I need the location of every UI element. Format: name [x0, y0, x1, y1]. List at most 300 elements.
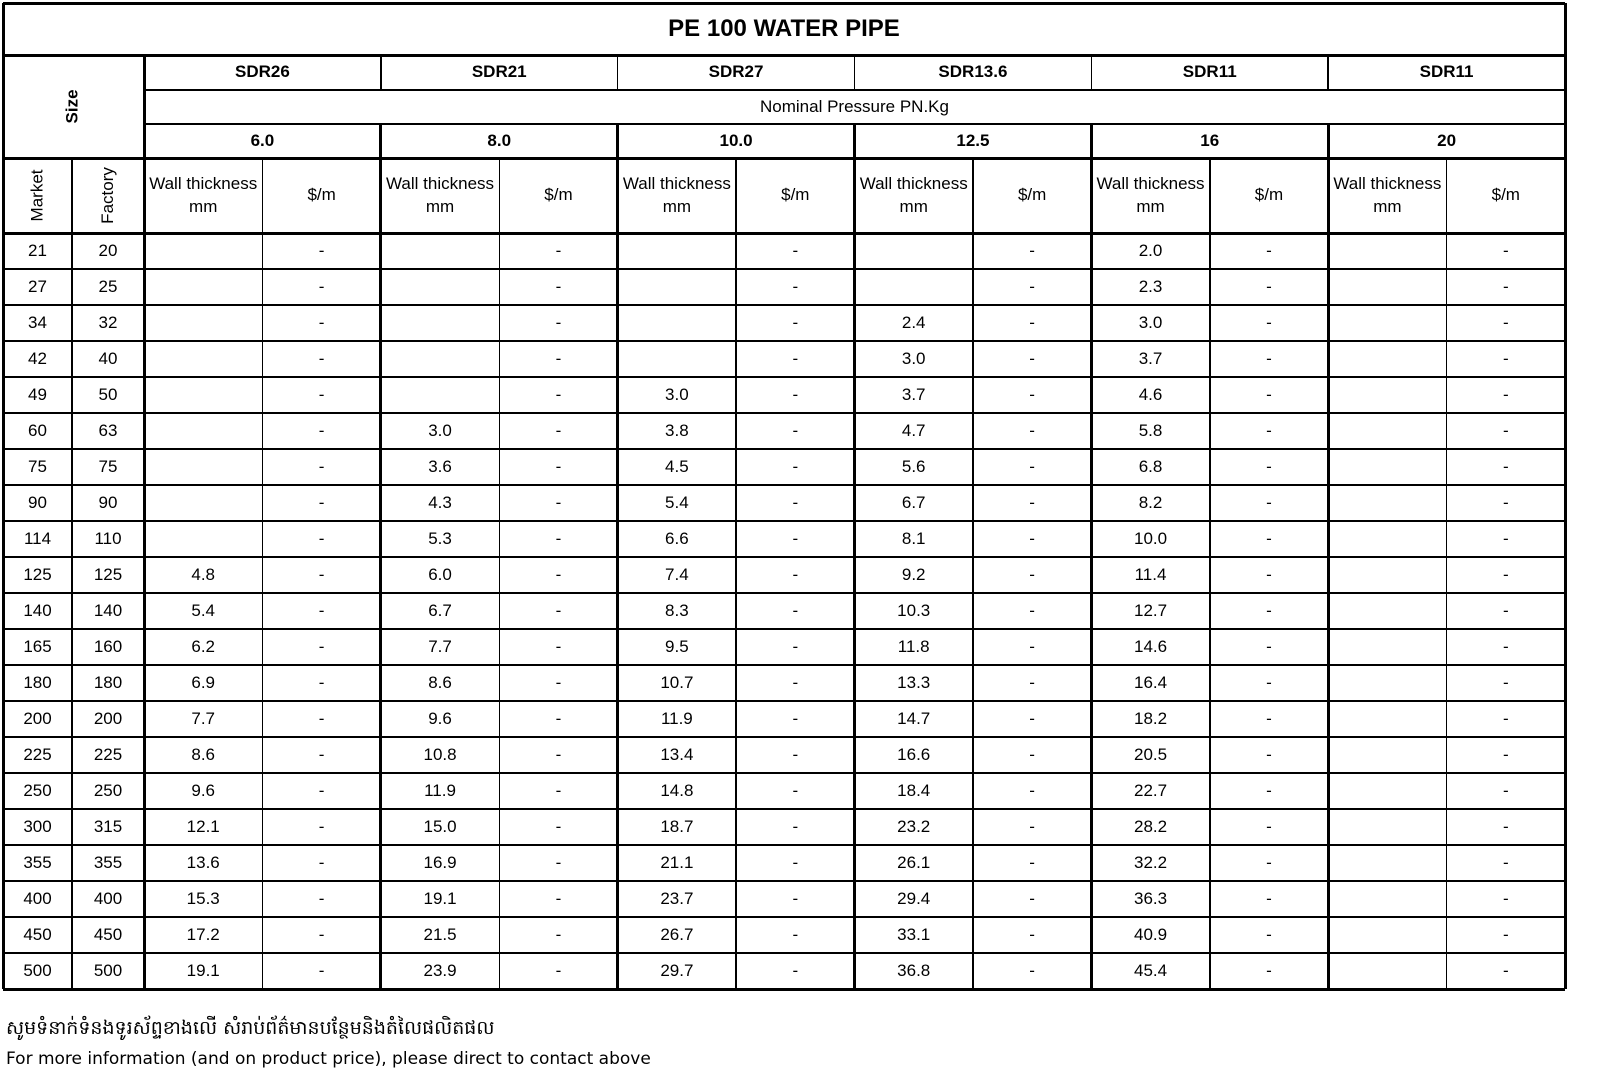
grid-line [1327, 124, 1330, 989]
market-size-cell: 300 [23, 816, 52, 836]
wall-thickness-cell [1328, 377, 1446, 413]
price-cell: - [792, 276, 799, 296]
wall-thickness-cell [618, 305, 736, 341]
price-cell: - [555, 888, 562, 908]
price-cell: - [792, 492, 799, 512]
wall-thickness-cell: 6.2 [191, 636, 216, 656]
wall-thickness-cell: 14.6 [1133, 636, 1168, 656]
factory-size-cell: 160 [93, 636, 123, 656]
wall-thickness-cell: 21.5 [423, 924, 457, 944]
price-cell: - [555, 564, 562, 584]
price-cell: - [555, 492, 562, 512]
wall-thickness-cell: 5.8 [1138, 420, 1163, 440]
wall-thickness-cell: 14.8 [660, 780, 694, 800]
wall-thickness-cell: 11.9 [660, 708, 693, 728]
price-cell: - [1029, 564, 1035, 584]
price-cell: - [1029, 384, 1035, 404]
price-cell: - [792, 348, 799, 368]
price-cell: - [555, 780, 562, 800]
wall-thickness-cell [618, 341, 736, 377]
grid-line [71, 158, 73, 989]
wall-thickness-cell [144, 521, 262, 557]
wall-thickness-cell: 5.4 [665, 492, 689, 512]
price-cell: - [555, 636, 562, 656]
market-size-cell: 125 [23, 564, 52, 584]
wall-thickness-cell: 11.4 [1134, 564, 1167, 584]
factory-size-cell: 200 [93, 708, 123, 728]
price-cell: - [1266, 348, 1272, 368]
wall-thickness-cell: 5.3 [428, 528, 452, 548]
wall-thickness-cell: 18.4 [897, 780, 931, 800]
factory-size-cell: 110 [94, 528, 122, 548]
price-cell: - [1502, 348, 1509, 368]
price-cell: - [1266, 312, 1272, 332]
wall-thickness-cell: 28.2 [1133, 816, 1168, 836]
wall-thickness-cell: 10.0 [1133, 528, 1168, 548]
price-cell: - [318, 780, 325, 800]
price-cell: - [1029, 672, 1035, 692]
wall-thickness-cell: 15.0 [423, 816, 457, 836]
wall-thickness-cell [144, 233, 262, 269]
grid-line [854, 55, 856, 90]
grid-line [3, 232, 1565, 235]
grid-line [616, 124, 619, 989]
market-size-cell: 250 [23, 780, 52, 800]
wall-thickness-cell: 6.0 [428, 564, 452, 584]
grid-line [3, 628, 1565, 630]
wall-thickness-cell: 36.8 [897, 960, 931, 980]
price-cell: - [1502, 816, 1509, 836]
wall-thickness-cell [1328, 485, 1446, 521]
wall-thickness-cell [855, 269, 973, 305]
grid-line [3, 808, 1565, 810]
price-cell: - [1266, 672, 1272, 692]
price-cell: - [555, 600, 562, 620]
price-cell: - [1502, 528, 1509, 548]
grid-line [972, 158, 974, 989]
price-cell: - [318, 708, 325, 728]
price-cell: - [1266, 528, 1272, 548]
wall-thickness-cell [1328, 305, 1446, 341]
price-cell: - [555, 384, 562, 404]
wall-thickness-cell: 7.4 [665, 564, 689, 584]
market-size-cell: 165 [23, 636, 52, 656]
wall-thickness-cell: 8.2 [1138, 492, 1163, 512]
price-cell: - [318, 456, 325, 476]
price-cell: - [318, 744, 325, 764]
sdr-header: SDR11 [1419, 62, 1474, 82]
grid-line [3, 340, 1565, 342]
wall-thickness-cell [1328, 413, 1446, 449]
price-cell: - [1029, 780, 1035, 800]
price-cell: - [1266, 456, 1272, 476]
market-size-cell: 400 [23, 888, 52, 908]
price-cell: - [1502, 492, 1509, 512]
price-cell: - [1266, 492, 1272, 512]
market-size-cell: 450 [23, 924, 52, 944]
wall-thickness-cell [144, 485, 262, 521]
wall-thickness-header [381, 158, 499, 233]
price-cell: - [1502, 420, 1509, 440]
factory-size-cell: 50 [98, 384, 118, 404]
wall-thickness-cell: 11.8 [897, 636, 930, 656]
price-cell: - [1266, 240, 1272, 260]
factory-size-cell: 225 [93, 744, 123, 764]
wall-thickness-label: Wall thickness [622, 173, 731, 193]
price-cell: - [1266, 420, 1272, 440]
wall-thickness-cell [1328, 953, 1446, 989]
grid-line [3, 916, 1565, 918]
wall-thickness-cell: 6.7 [428, 600, 452, 620]
price-cell: - [555, 708, 562, 728]
price-cell: - [1502, 852, 1509, 872]
wall-thickness-cell: 3.8 [665, 420, 689, 440]
price-cell: - [555, 528, 562, 548]
price-cell: - [1266, 600, 1272, 620]
grid-line [3, 376, 1565, 378]
grid-line [3, 484, 1565, 486]
price-cell: - [792, 924, 799, 944]
pn-header: 20 [1437, 130, 1457, 150]
wall-thickness-label: Wall thickness [1096, 173, 1205, 193]
wall-thickness-cell [1328, 593, 1446, 629]
wall-thickness-cell [144, 449, 262, 485]
grid-line [3, 448, 1565, 450]
wall-thickness-cell: 11.9 [424, 780, 456, 800]
price-cell: - [555, 240, 562, 260]
price-cell: - [1266, 636, 1272, 656]
wall-thickness-cell: 6.7 [901, 492, 926, 512]
wall-thickness-cell: 4.8 [191, 564, 216, 584]
price-cell: - [1266, 960, 1272, 980]
wall-thickness-cell: 4.3 [428, 492, 452, 512]
wall-thickness-cell [381, 269, 499, 305]
wall-thickness-cell: 3.0 [901, 348, 926, 368]
sdr-header: SDR26 [235, 62, 290, 82]
wall-thickness-cell [1328, 665, 1446, 701]
price-cell: - [318, 312, 325, 332]
factory-size-cell: 315 [93, 816, 123, 836]
wall-thickness-cell [381, 341, 499, 377]
price-cell: - [1502, 924, 1509, 944]
wall-thickness-unit: mm [1373, 196, 1402, 216]
factory-size-cell: 20 [98, 240, 118, 260]
price-cell: - [1029, 492, 1035, 512]
price-cell: - [555, 960, 562, 980]
price-cell: - [1266, 816, 1272, 836]
wall-thickness-cell [1328, 701, 1446, 737]
market-size-cell: 500 [23, 960, 52, 980]
wall-thickness-header [144, 158, 262, 233]
price-cell: - [1029, 924, 1035, 944]
price-cell: - [318, 564, 325, 584]
wall-thickness-cell: 5.6 [901, 456, 926, 476]
wall-thickness-cell: 45.4 [1133, 960, 1168, 980]
price-cell: - [1502, 276, 1509, 296]
wall-thickness-cell: 13.3 [897, 672, 931, 692]
price-cell: - [318, 960, 325, 980]
price-cell: - [555, 924, 562, 944]
price-cell: - [1502, 240, 1509, 260]
price-cell: - [555, 312, 562, 332]
wall-thickness-cell: 4.5 [665, 456, 689, 476]
sdr-header: SDR21 [471, 62, 527, 82]
price-cell: - [1029, 312, 1035, 332]
price-cell: - [1502, 312, 1509, 332]
price-cell: - [555, 744, 562, 764]
grid-line [1091, 55, 1093, 90]
wall-thickness-cell [144, 269, 262, 305]
pn-header: 6.0 [250, 130, 275, 150]
grid-line [3, 772, 1565, 774]
factory-header-label: Factory [97, 167, 117, 224]
grid-line [143, 55, 146, 989]
price-cell: - [792, 960, 799, 980]
wall-thickness-cell: 13.6 [186, 852, 220, 872]
price-cell: - [1502, 780, 1509, 800]
wall-thickness-cell [1328, 521, 1446, 557]
size-header [3, 55, 144, 158]
wall-thickness-cell: 19.1 [186, 960, 220, 980]
price-cell: - [1266, 564, 1272, 584]
wall-thickness-cell [1328, 629, 1446, 665]
grid-line [2, 3, 5, 989]
wall-thickness-cell [1328, 845, 1446, 881]
market-size-cell: 34 [28, 312, 47, 332]
wall-thickness-cell: 19.1 [423, 888, 457, 908]
market-size-cell: 225 [23, 744, 52, 764]
grid-line [3, 157, 1565, 160]
market-size-cell: 49 [28, 384, 47, 404]
wall-thickness-cell: 26.7 [660, 924, 694, 944]
wall-thickness-unit: mm [662, 196, 692, 216]
price-cell: - [555, 456, 562, 476]
wall-thickness-cell: 9.6 [191, 780, 216, 800]
wall-thickness-header [618, 158, 736, 233]
price-cell: - [318, 348, 325, 368]
price-cell: - [792, 708, 799, 728]
sdr-header: SDR27 [708, 62, 764, 82]
price-cell: - [1502, 708, 1509, 728]
price-cell: - [792, 816, 799, 836]
wall-thickness-cell: 13.4 [660, 744, 694, 764]
wall-thickness-cell [144, 341, 262, 377]
wall-thickness-cell: 14.7 [897, 708, 931, 728]
price-cell: - [792, 600, 799, 620]
price-cell: - [1029, 816, 1035, 836]
grid-line [3, 700, 1565, 702]
wall-thickness-cell: 8.6 [191, 744, 216, 764]
wall-thickness-header [855, 158, 973, 233]
market-size-cell: 75 [28, 456, 47, 476]
wall-thickness-cell: 12.7 [1133, 600, 1168, 620]
wall-thickness-cell: 2.0 [1138, 240, 1163, 260]
price-cell: - [1029, 240, 1035, 260]
wall-thickness-cell: 22.7 [1133, 780, 1168, 800]
market-size-cell: 21 [28, 240, 47, 260]
wall-thickness-cell [1328, 773, 1446, 809]
wall-thickness-cell: 8.3 [665, 600, 689, 620]
pn-header: 10.0 [719, 130, 753, 150]
wall-thickness-unit: mm [899, 196, 928, 216]
wall-thickness-cell: 6.9 [191, 672, 216, 692]
price-cell: - [1029, 960, 1035, 980]
wall-thickness-cell: 16.9 [423, 852, 457, 872]
market-size-cell: 60 [28, 420, 47, 440]
wall-thickness-cell: 33.1 [897, 924, 931, 944]
price-cell: - [1266, 924, 1272, 944]
wall-thickness-header [1091, 158, 1209, 233]
wall-thickness-cell [1328, 449, 1446, 485]
factory-size-cell: 400 [93, 888, 123, 908]
price-cell: - [1502, 636, 1509, 656]
wall-thickness-cell: 4.7 [901, 420, 926, 440]
market-size-cell: 90 [28, 492, 47, 512]
grid-line [3, 880, 1565, 882]
footer-khmer-note: សូមទំនាក់ទំនងទូរស័ព្ទខាងលើ សំរាប់ព័ត៌មានបន្ថែមនិងតំលៃផលិតផល [6, 1017, 495, 1039]
grid-line [3, 844, 1565, 846]
wall-thickness-header [1328, 158, 1446, 233]
market-header-label: Market [27, 169, 47, 222]
wall-thickness-cell [618, 269, 736, 305]
price-cell: - [318, 240, 325, 260]
factory-size-cell: 500 [93, 960, 123, 980]
market-size-cell: 180 [23, 672, 52, 692]
market-size-cell: 114 [23, 528, 52, 548]
grid-line [3, 592, 1565, 594]
price-cell: - [318, 924, 325, 944]
grid-line [3, 304, 1565, 306]
grid-line [1564, 3, 1567, 989]
price-cell: - [555, 852, 562, 872]
wall-thickness-unit: mm [189, 196, 218, 216]
wall-thickness-cell [1328, 881, 1446, 917]
wall-thickness-cell: 7.7 [191, 708, 216, 728]
wall-thickness-cell [1328, 809, 1446, 845]
wall-thickness-cell [381, 305, 499, 341]
wall-thickness-cell: 4.6 [1138, 384, 1163, 404]
wall-thickness-cell: 15.3 [186, 888, 220, 908]
wall-thickness-cell [618, 233, 736, 269]
price-header: $/m [544, 185, 573, 205]
wall-thickness-cell: 3.0 [665, 384, 689, 404]
wall-thickness-cell: 8.6 [428, 672, 452, 692]
price-cell: - [1029, 276, 1035, 296]
wall-thickness-cell: 23.7 [660, 888, 694, 908]
wall-thickness-cell [1328, 557, 1446, 593]
wall-thickness-cell: 29.4 [897, 888, 931, 908]
grid-line [379, 124, 382, 989]
grid-line [3, 988, 1565, 991]
grid-line [3, 412, 1565, 414]
wall-thickness-cell [1328, 341, 1446, 377]
wall-thickness-cell [855, 233, 973, 269]
price-cell: - [1502, 960, 1509, 980]
price-cell: - [1502, 384, 1509, 404]
price-cell: - [792, 456, 799, 476]
wall-thickness-cell: 26.1 [897, 852, 931, 872]
price-cell: - [1029, 420, 1035, 440]
grid-line [617, 55, 619, 90]
wall-thickness-cell: 23.2 [897, 816, 931, 836]
grid-line [1090, 124, 1093, 989]
market-size-cell: 27 [28, 276, 47, 296]
wall-thickness-cell: 3.0 [428, 420, 452, 440]
grid-line [3, 54, 1565, 57]
wall-thickness-cell [144, 413, 262, 449]
wall-thickness-cell: 9.5 [665, 636, 689, 656]
grid-line [735, 158, 737, 989]
wall-thickness-cell: 16.6 [897, 744, 931, 764]
price-cell: - [318, 600, 325, 620]
wall-thickness-cell: 9.2 [901, 564, 926, 584]
price-cell: - [318, 276, 325, 296]
pn-header: 12.5 [956, 130, 990, 150]
factory-size-cell: 32 [98, 312, 118, 332]
market-size-cell: 140 [23, 600, 52, 620]
price-cell: - [792, 420, 799, 440]
price-cell: - [318, 636, 325, 656]
price-cell: - [1029, 708, 1035, 728]
wall-thickness-cell: 18.2 [1133, 708, 1168, 728]
grid-line [3, 952, 1565, 954]
wall-thickness-cell: 6.8 [1138, 456, 1163, 476]
price-cell: - [1266, 708, 1272, 728]
price-cell: - [1266, 852, 1272, 872]
price-cell: - [1502, 456, 1509, 476]
price-cell: - [318, 816, 325, 836]
grid-line [3, 2, 1565, 5]
factory-header [72, 158, 144, 233]
price-cell: - [792, 852, 799, 872]
wall-thickness-cell: 40.9 [1133, 924, 1168, 944]
wall-thickness-cell: 10.8 [423, 744, 457, 764]
wall-thickness-cell: 3.7 [901, 384, 926, 404]
price-cell: - [792, 528, 799, 548]
price-cell: - [792, 636, 799, 656]
factory-size-cell: 90 [98, 492, 118, 512]
price-cell: - [1029, 348, 1035, 368]
price-cell: - [792, 672, 799, 692]
wall-thickness-unit: mm [1136, 196, 1165, 216]
wall-thickness-cell: 3.7 [1138, 348, 1163, 368]
wall-thickness-cell: 21.1 [660, 852, 694, 872]
wall-thickness-cell: 18.7 [660, 816, 694, 836]
factory-size-cell: 355 [93, 852, 123, 872]
grid-line [3, 556, 1565, 558]
price-cell: - [1029, 744, 1035, 764]
price-cell: - [318, 384, 325, 404]
wall-thickness-label: Wall thickness [386, 173, 495, 193]
sdr-header: SDR11 [1182, 62, 1237, 82]
grid-line [1327, 55, 1329, 90]
factory-size-cell: 125 [93, 564, 123, 584]
price-cell: - [792, 312, 799, 332]
price-cell: - [555, 276, 562, 296]
footer-english-note: For more information (and on product price), please direct to contact above [6, 1049, 651, 1069]
wall-thickness-cell: 10.3 [897, 600, 931, 620]
price-cell: - [555, 348, 562, 368]
price-cell: - [555, 816, 562, 836]
wall-thickness-label: Wall thickness [859, 173, 968, 193]
market-size-cell: 42 [28, 348, 47, 368]
market-size-cell: 200 [23, 708, 52, 728]
factory-size-cell: 140 [93, 600, 123, 620]
wall-thickness-cell: 20.5 [1133, 744, 1168, 764]
price-cell: - [1502, 672, 1509, 692]
price-cell: - [1029, 636, 1035, 656]
grid-line [262, 158, 264, 989]
